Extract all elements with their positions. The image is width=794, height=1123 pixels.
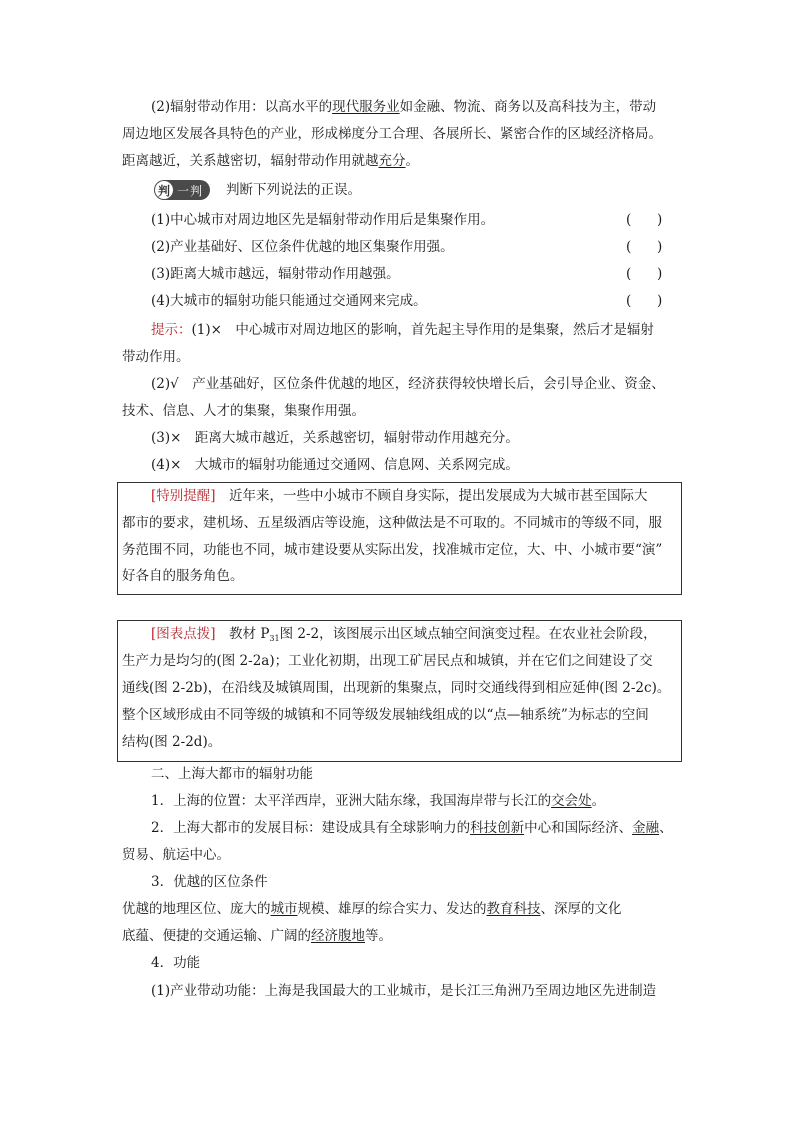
special-tip-label: [特别提醒] xyxy=(151,488,216,504)
radiation-line-2: 周边地区发展各具特色的产业，形成梯度分工合理、各展所长、紧密合作的区域经济格局。 xyxy=(122,126,662,142)
hint-1-line-1 xyxy=(151,320,654,340)
page-subscript: 31 xyxy=(269,634,280,643)
judge-badge-text: 一判 xyxy=(177,183,204,198)
chart-tip-label: [图表点拨] xyxy=(151,626,216,642)
special-tip-line-4: 好各自的服务角色。 xyxy=(122,568,244,584)
text: (2)辐射带动作用：以高水平的 xyxy=(151,99,333,115)
shanghai-goal-line-1 xyxy=(151,818,673,838)
radiation-line-1 xyxy=(151,97,656,117)
judge-icon: 判 xyxy=(155,181,173,199)
location-conditions-line-2 xyxy=(122,926,392,946)
answer-blank-4: ( ) xyxy=(626,293,663,309)
chart-tip-line-1 xyxy=(151,624,657,649)
text: 1．上海的位置：太平洋西岸，亚洲大陆东缘，我国海岸带与长江的 xyxy=(151,793,552,809)
judge-badge xyxy=(154,180,210,200)
hint-2-line-1: (2)√ 产业基础好，区位条件优越的地区，经济获得较快增长后，会引导企业、资金、 xyxy=(151,376,665,392)
function-heading: 4．功能 xyxy=(151,955,201,971)
special-tip-line-2: 都市的要求，建机场、五星级酒店等设施，这种做法是不可取的。不同城市的等级不同，服 xyxy=(122,515,662,531)
underlined-term: 城市 xyxy=(270,901,298,917)
hint-3: (3)× 距离大城市越近，关系越密切，辐射带动作用越充分。 xyxy=(151,430,519,446)
text: 中心和国际经济、 xyxy=(524,820,633,836)
special-tip-line-3: 务范围不同，功能也不同，城市建设要从实际出发，找准城市定位，大、中、小城市要“演” xyxy=(122,542,663,558)
shanghai-location xyxy=(151,791,605,811)
judge-title: 判断下列说法的正误。 xyxy=(226,182,361,198)
hint-1-line-2: 带动作用。 xyxy=(122,349,190,365)
text: 教材 P xyxy=(215,626,270,642)
text: 等。 xyxy=(365,928,392,944)
hint-4: (4)× 大城市的辐射功能通过交通网、信息网、关系网完成。 xyxy=(151,457,519,473)
hint-2-line-2: 技术、信息、人才的集聚，集聚作用强。 xyxy=(122,403,365,419)
text: 。 xyxy=(591,793,606,809)
text: 距离越近，关系越密切，辐射带动作用就越 xyxy=(122,153,379,169)
judge-item-3: (3)距离大城市越远，辐射带动作用越强。 xyxy=(151,266,400,282)
chart-tip-line-5: 结构(图 2-2d)。 xyxy=(122,734,222,750)
text: 规模、雄厚的综合实力、发达的 xyxy=(297,901,487,917)
text: 、 xyxy=(659,820,673,836)
chart-tip-line-4: 整个区域形成由不同等级的城镇和不同等级发展轴线组成的以“点—轴系统”为标志的空间 xyxy=(122,707,649,723)
text: 如金融、物流、商务以及高科技为主，带动 xyxy=(399,99,657,115)
location-conditions-heading: 3．优越的区位条件 xyxy=(151,874,268,890)
radiation-line-3 xyxy=(122,151,419,171)
underlined-term: 现代服务业 xyxy=(332,99,400,115)
answer-blank-3: ( ) xyxy=(626,266,663,282)
text: 图 2-2，该图展示出区域点轴空间演变过程。在农业社会阶段， xyxy=(279,626,657,642)
text: 优越的地理区位、庞大的 xyxy=(122,901,271,917)
underlined-term: 金融 xyxy=(632,820,660,836)
text: 近年来，一些中小城市不顾自身实际，提出发展成为大城市甚至国际大 xyxy=(215,488,648,504)
judge-item-1: (1)中心城市对周边地区先是辐射带动作用后是集聚作用。 xyxy=(151,212,495,228)
section-heading: 二、上海大都市的辐射功能 xyxy=(151,766,313,782)
judge-item-4: (4)大城市的辐射功能只能通过交通网来完成。 xyxy=(151,293,427,309)
text: (1)× 中心城市对周边地区的影响，首先起主导作用的是集聚，然后才是辐射 xyxy=(191,322,654,338)
judge-item-2: (2)产业基础好、区位条件优越的地区集聚作用强。 xyxy=(151,239,454,255)
underlined-term: 交会处 xyxy=(551,793,592,809)
underlined-term: 经济腹地 xyxy=(311,928,365,944)
answer-blank-2: ( ) xyxy=(626,239,663,255)
special-tip-line-1 xyxy=(151,486,648,506)
function-line-1: (1)产业带动功能：上海是我国最大的工业城市，是长江三角洲乃至周边地区先进制造 xyxy=(151,983,657,999)
text: 、深厚的文化 xyxy=(540,901,622,917)
underlined-term: 教育科技 xyxy=(486,901,541,917)
text: 底蕴、便捷的交通运输、广阔的 xyxy=(122,928,311,944)
location-conditions-line-1 xyxy=(122,899,622,919)
hint-label: 提示： xyxy=(151,322,192,338)
chart-tip-line-2: 生产力是均匀的(图 2-2a)；工业化初期，出现工矿居民点和城镇，并在它们之间建设了交 xyxy=(122,653,653,669)
shanghai-goal-line-2: 贸易、航运中心。 xyxy=(122,847,230,863)
text: 2．上海大都市的发展目标：建设成具有全球影响力的 xyxy=(151,820,471,836)
text: 。 xyxy=(405,153,419,169)
underlined-term: 充分 xyxy=(378,153,406,169)
underlined-term: 科技创新 xyxy=(470,820,525,836)
answer-blank-1: ( ) xyxy=(626,212,663,228)
chart-tip-line-3: 通线(图 2-2b)，在沿线及城镇周围，出现新的集聚点，同时交通线得到相应延伸(图 2-2c)。 xyxy=(122,680,671,696)
